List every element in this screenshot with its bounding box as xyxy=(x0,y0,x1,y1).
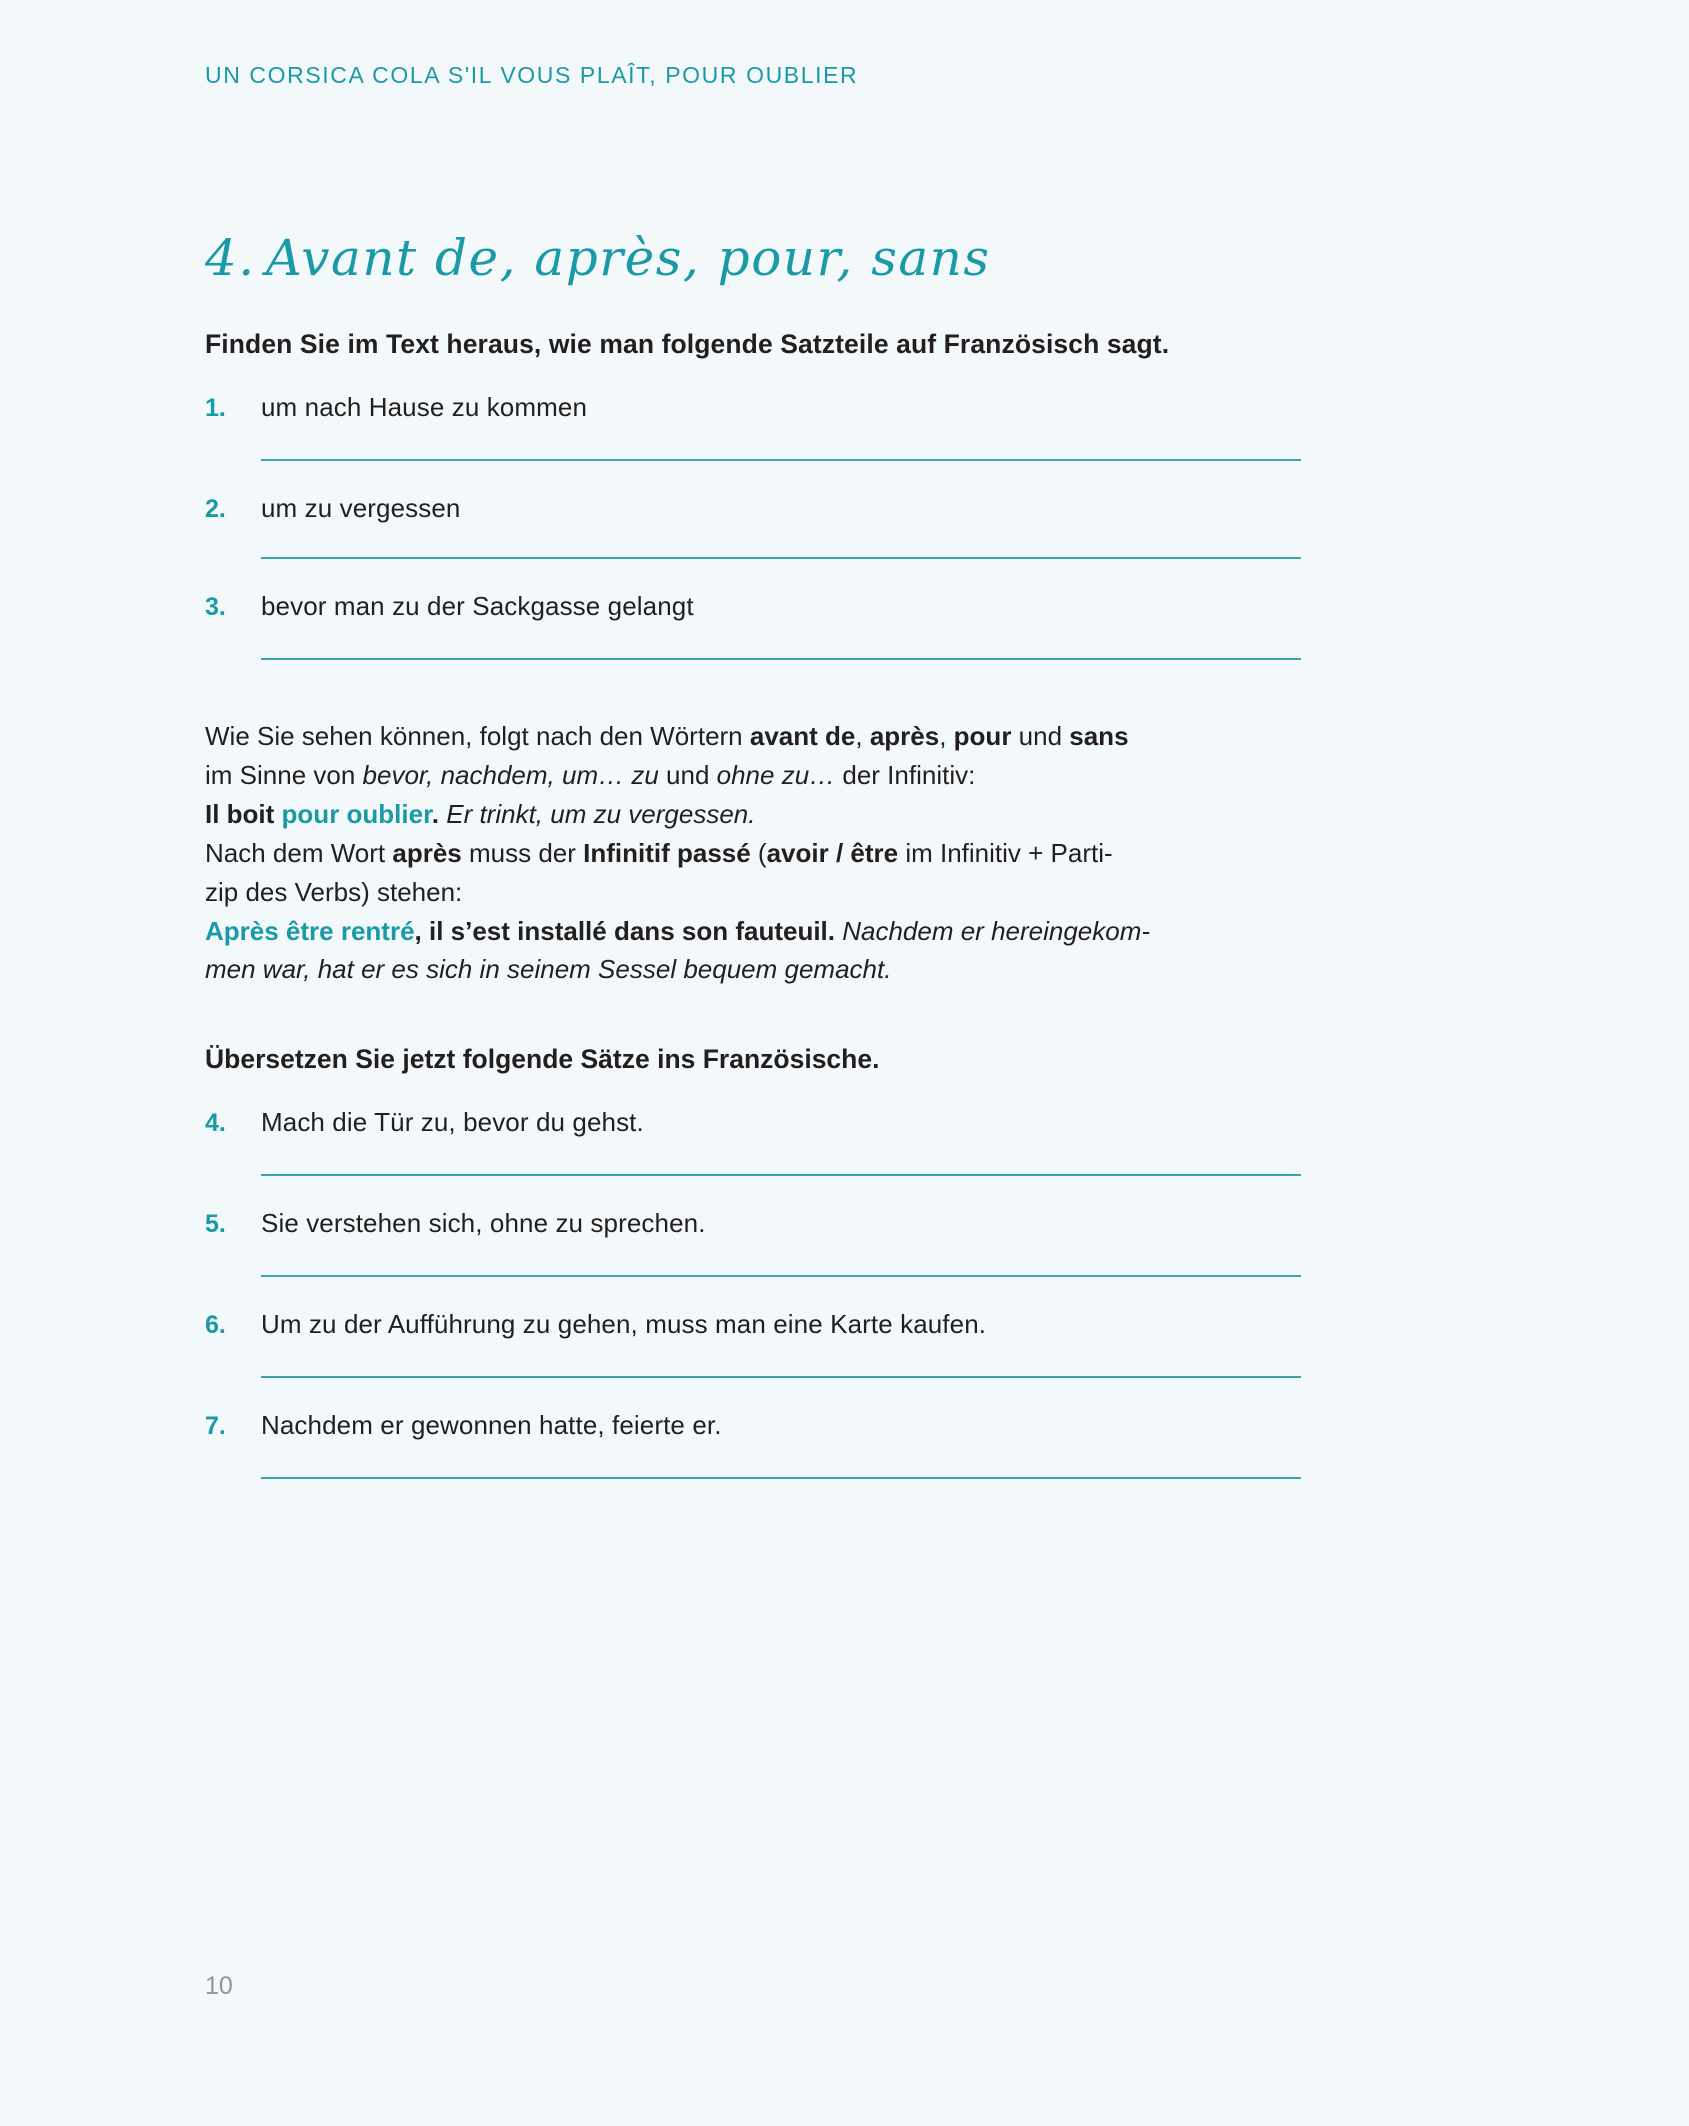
explanation-text: ( xyxy=(750,837,767,868)
explanation-paragraph xyxy=(205,835,1305,872)
term-infinitif-passe: Infinitif passé xyxy=(583,837,751,868)
exercise-text: Sie verstehen sich, ohne zu sprechen. xyxy=(261,1208,706,1239)
example-sentence-two xyxy=(205,913,1305,950)
explanation-text: , xyxy=(855,721,870,751)
answer-line[interactable] xyxy=(261,658,1301,660)
running-head: UN CORSICA COLA S'IL VOUS PLAÎT, POUR OUBLIER xyxy=(205,62,859,88)
section-title-text: Avant de, après, pour, sans xyxy=(265,229,991,287)
explanation-text: Wie Sie sehen können, folgt nach den Wörtern xyxy=(205,721,750,751)
page-content xyxy=(205,0,1445,1479)
example-german-continued: men war, hat er es sich in seinem Sessel bequem gemacht. xyxy=(205,954,892,985)
exercise-number: 7. xyxy=(205,1412,226,1441)
exercise-number: 4. xyxy=(205,1109,226,1138)
explanation-paragraph xyxy=(205,757,1305,794)
explanation-paragraph: zip des Verbs) stehen: xyxy=(205,876,463,907)
example-german: Er trinkt, um zu vergessen. xyxy=(439,798,756,829)
term-avant-de: avant de xyxy=(749,721,856,751)
term-pour: pour xyxy=(953,721,1012,751)
example-french-2: , il s’est installé dans son fauteuil. xyxy=(414,915,835,946)
exercise-row xyxy=(205,591,1445,622)
exercise-number: 6. xyxy=(205,1311,226,1340)
exercise-row xyxy=(205,1208,1445,1239)
section-title xyxy=(205,229,1445,287)
term-apres: après xyxy=(869,721,940,751)
answer-line[interactable] xyxy=(261,459,1301,461)
list-item xyxy=(205,591,1445,660)
exercise-row xyxy=(205,1107,1445,1138)
list-item xyxy=(205,1410,1445,1479)
list-item xyxy=(205,1208,1445,1277)
answer-line[interactable] xyxy=(261,1477,1301,1479)
instruction-find-in-text: Finden Sie im Text heraus, wie man folgende Satzteile auf Französisch sagt. xyxy=(205,329,1170,359)
exercise-row xyxy=(205,1410,1445,1441)
answer-line[interactable] xyxy=(261,1376,1301,1378)
section-number: 4. xyxy=(205,229,256,287)
exercise-text: um nach Hause zu kommen xyxy=(261,392,588,422)
example-highlight-2: Après être rentré xyxy=(205,915,415,946)
page-number: 10 xyxy=(205,1972,233,2000)
term-apres-2: après xyxy=(392,837,462,868)
exercise-number: 5. xyxy=(205,1210,226,1239)
exercise-number: 2. xyxy=(205,495,226,523)
example-highlight: pour oublier xyxy=(281,798,432,829)
exercise-text: Nachdem er gewonnen hatte, feierte er. xyxy=(261,1410,722,1441)
exercise-row xyxy=(205,1309,1445,1340)
explanation-text: und xyxy=(658,759,717,790)
grammar-explanation xyxy=(205,718,1305,988)
exercise-number: 1. xyxy=(205,394,226,422)
example-german-2: Nachdem er hereingekom- xyxy=(835,915,1151,946)
instruction-translate: Übersetzen Sie jetzt folgende Sätze ins Französische. xyxy=(205,1044,880,1075)
answer-line[interactable] xyxy=(261,1275,1301,1277)
exercise-text: Mach die Tür zu, bevor du gehst. xyxy=(261,1107,644,1138)
example-french: Il boit xyxy=(205,798,282,829)
explanation-text: Nach dem Wort xyxy=(205,837,393,868)
exercise-row xyxy=(205,392,1445,423)
explanation-paragraph xyxy=(205,718,1305,755)
answer-line[interactable] xyxy=(261,1174,1301,1176)
gloss-terms: bevor, nachdem, um… zu xyxy=(362,759,659,790)
term-sans: sans xyxy=(1069,721,1129,751)
exercise-row xyxy=(205,493,1445,524)
example-sentence-one xyxy=(205,796,1305,833)
list-item xyxy=(205,493,1445,559)
exercise-text: Um zu der Aufführung zu gehen, muss man eine Karte kaufen. xyxy=(261,1309,987,1340)
exercise-list-two xyxy=(205,1107,1445,1479)
term-avoir-etre: avoir / être xyxy=(766,837,899,868)
exercise-number: 3. xyxy=(205,593,226,621)
explanation-text: muss der xyxy=(461,837,584,868)
answer-line[interactable] xyxy=(261,557,1301,559)
gloss-ohne-zu: ohne zu… xyxy=(716,759,836,790)
explanation-text: der Infinitiv: xyxy=(835,759,976,790)
exercise-text: um zu vergessen xyxy=(261,493,461,523)
list-item xyxy=(205,1309,1445,1378)
explanation-text: im Infinitiv + Parti- xyxy=(898,837,1113,868)
explanation-text: und xyxy=(1011,721,1070,751)
exercise-text: bevor man zu der Sackgasse gelangt xyxy=(261,591,694,621)
example-french-end: . xyxy=(431,798,440,829)
explanation-text: , xyxy=(939,721,954,751)
list-item xyxy=(205,1107,1445,1176)
explanation-text: im Sinne von xyxy=(205,759,363,790)
list-item xyxy=(205,392,1445,461)
exercise-list-one xyxy=(205,392,1445,660)
